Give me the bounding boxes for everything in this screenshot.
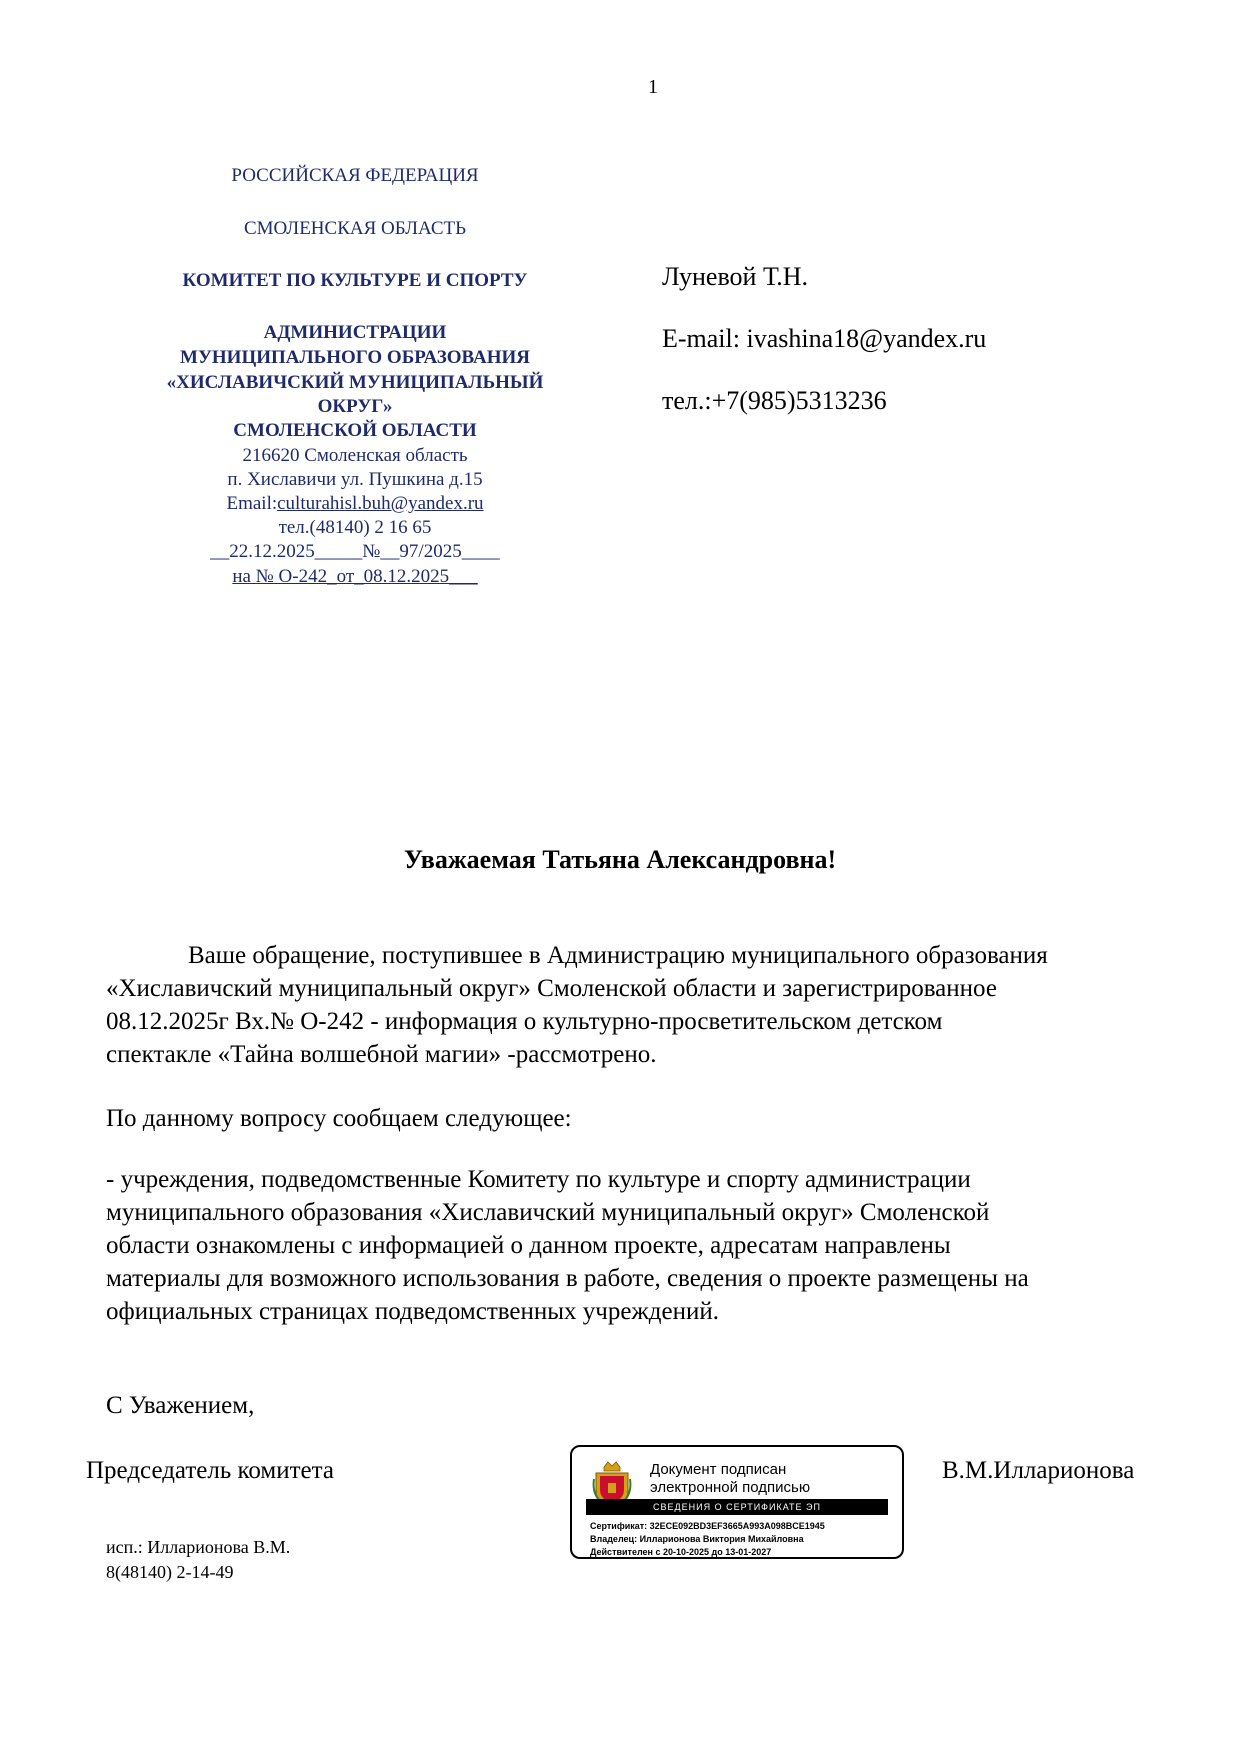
- paragraph-3-line-4: материалы для возможного использования в работе, сведения о проекте размещены на: [106, 1265, 1029, 1292]
- paragraph-1-line-1: Ваше обращение, поступившее в Администрацию муниципального образования: [188, 942, 1048, 969]
- signer-name: В.М.Илларионова: [942, 1457, 1135, 1484]
- stamp-title-line-1: Документ подписан: [650, 1461, 787, 1478]
- stamp-title: [650, 1461, 810, 1497]
- paragraph-1-line-2: «Хиславичский муниципальный округ» Смоленской области и зарегистрированное: [106, 975, 997, 1002]
- reference-line: на № О-242_от_08.12.2025___: [232, 566, 478, 587]
- sender-committee: КОМИТЕТ ПО КУЛЬТУРЕ И СПОРТУ: [182, 270, 528, 291]
- recipient-phone: тел.:+7(985)5313236: [662, 386, 887, 415]
- stamp-certificate-header: СВЕДЕНИЯ О СЕРТИФИКАТЕ ЭП: [586, 1499, 888, 1515]
- executor-phone: 8(48140) 2-14-49: [106, 1562, 234, 1582]
- paragraph-3-line-5: официальных страницах подведомственных учреждений.: [106, 1298, 719, 1325]
- sender-address-2: п. Хиславичи ул. Пушкина д.15: [227, 469, 483, 490]
- sender-admin-1: АДМИНИСТРАЦИИ: [263, 322, 447, 343]
- paragraph-1-line-4: спектакле «Тайна волшебной магии» -рассмотрено.: [106, 1041, 657, 1068]
- closing: С Уважением,: [106, 1392, 255, 1419]
- stamp-validity: Действителен с 20-10-2025 до 13-01-2027: [590, 1547, 772, 1557]
- stamp-owner: Владелец: Илларионова Виктория Михайловна: [590, 1534, 804, 1544]
- sender-email: [140, 493, 570, 514]
- sender-admin-4: ОКРУГ»: [317, 396, 393, 417]
- sender-address-1: 216620 Смоленская область: [242, 445, 468, 466]
- stamp-title-line-2: электронной подписью: [650, 1479, 811, 1496]
- sender-admin-3: «ХИСЛАВИЧСКИЙ МУНИЦИПАЛЬНЫЙ: [166, 372, 544, 393]
- recipient-email: E-mail: ivashina18@yandex.ru: [662, 324, 987, 353]
- sender-admin-2: МУНИЦИПАЛЬНОГО ОБРАЗОВАНИЯ: [180, 347, 530, 368]
- sender-email-link[interactable]: culturahisl.buh@yandex.ru: [277, 493, 484, 514]
- sender-country: РОССИЙСКАЯ ФЕДЕРАЦИЯ: [231, 165, 479, 186]
- executor-name: исп.: Илларионова В.М.: [106, 1537, 291, 1557]
- greeting: Уважаемая Татьяна Александровна!: [403, 845, 837, 874]
- stamp-certificate-details: [590, 1520, 825, 1559]
- registration-line: __22.12.2025_____№__97/2025____: [210, 541, 500, 562]
- stamp-certificate-id: Сертификат: 32ECE092BD3EF3665A993A098BCE1945: [590, 1521, 825, 1531]
- recipient-name: Луневой Т.Н.: [662, 262, 809, 291]
- paragraph-1-line-3: 08.12.2025г Вх.№ О-242 - информация о культурно-просветительском детском: [106, 1008, 943, 1035]
- paragraph-2: По данному вопросу сообщаем следующее:: [106, 1105, 572, 1132]
- page-number: 1: [648, 76, 658, 98]
- sender-admin-5: СМОЛЕНСКОЙ ОБЛАСТИ: [233, 420, 477, 441]
- sender-email-label: Email:: [226, 493, 278, 514]
- paragraph-3-line-2: муниципального образования «Хиславичский муниципальный округ» Смоленской: [106, 1199, 990, 1226]
- sender-region: СМОЛЕНСКАЯ ОБЛАСТЬ: [243, 218, 467, 239]
- paragraph-3-line-3: области ознакомлены с информацией о данном проекте, адресатам направлены: [106, 1232, 951, 1259]
- sender-phone: тел.(48140) 2 16 65: [278, 517, 432, 538]
- signer-position: Председатель комитета: [86, 1457, 334, 1484]
- electronic-signature-stamp: [570, 1445, 904, 1559]
- paragraph-3-line-1: - учреждения, подведомственные Комитету по культуре и спорту администрации: [106, 1166, 971, 1193]
